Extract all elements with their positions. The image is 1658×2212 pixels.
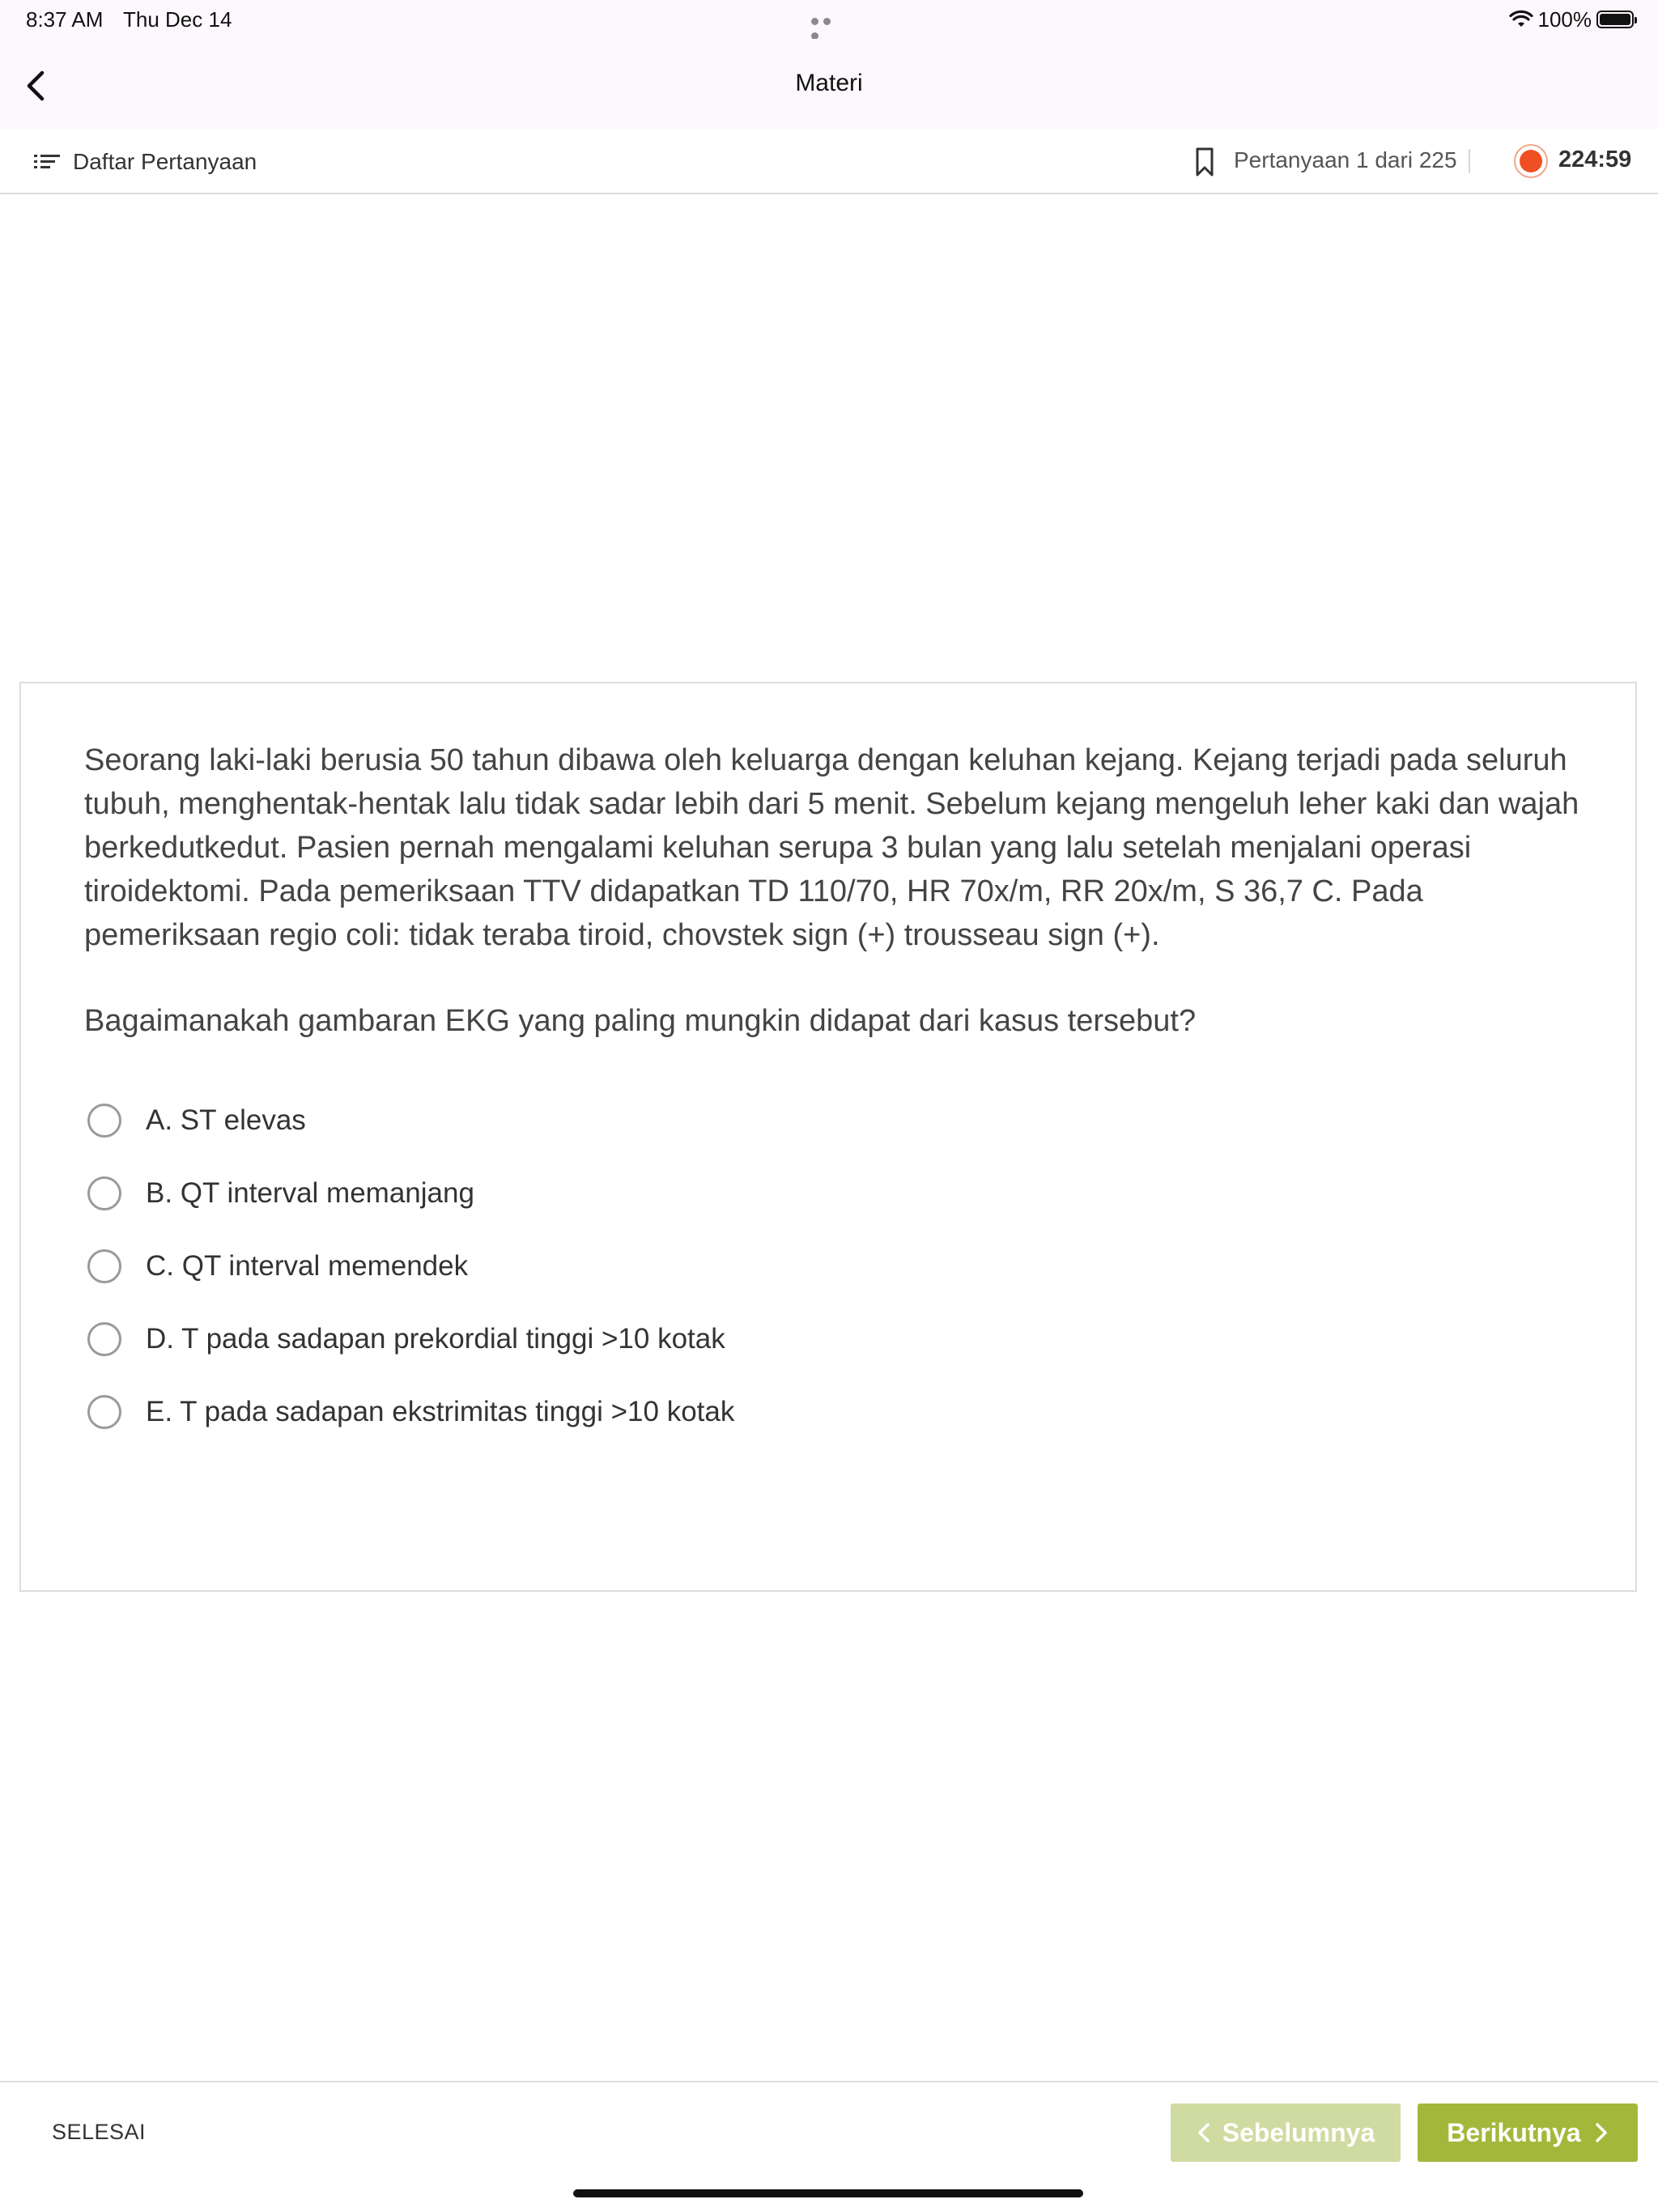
radio-button-a[interactable] [87, 1104, 121, 1138]
question-list-label: Daftar Pertanyaan [73, 149, 257, 174]
answer-option-a[interactable] [87, 1096, 306, 1145]
list-icon [32, 151, 62, 173]
question-toolbar [0, 130, 1658, 194]
nav-header [0, 39, 1658, 130]
option-label: E. T pada sadapan ekstrimitas tinggi >10 kotak [146, 1396, 735, 1427]
question-card [19, 682, 1637, 1592]
status-indicators [1509, 6, 1635, 32]
answer-option-c[interactable] [87, 1242, 468, 1291]
bookmark-button[interactable] [1190, 146, 1219, 178]
radio-button-b[interactable] [87, 1176, 121, 1210]
timer-record-icon [1514, 144, 1548, 178]
toolbar-divider [1469, 149, 1470, 173]
chevron-right-icon [1594, 2121, 1609, 2144]
battery-percent: 100% [1537, 6, 1592, 32]
question-text: Seorang laki-laki berusia 50 tahun dibawa oleh keluarga dengan keluhan kejang. Kejang terjadi pada seluruh tubuh, menghentak-hentak lalu tidak sadar lebih dari 5 menit. Sebelum kejang mengeluh leher kaki dan wajah berkedutkedut. Pasien pernah mengalami keluhan serupa 3 bulan yang lalu setelah menjalani operasi tiroidektomi. Pada pemeriksaan TTV didapatkan TD 110/70, HR 70x/m, RR 20x/m, S 36,7 C. Pada pemeriksaan regio coli: tidak teraba tiroid, chovstek sign (+) trousseau sign (+). [84, 743, 1579, 952]
status-bar [0, 0, 1658, 39]
question-list-button[interactable] [32, 144, 257, 180]
option-label: C. QT interval memendek [146, 1250, 469, 1282]
answer-option-d[interactable] [87, 1315, 725, 1363]
answer-option-b[interactable] [87, 1169, 474, 1218]
next-button-label: Berikutnya [1447, 2117, 1581, 2147]
radio-button-e[interactable] [87, 1395, 121, 1429]
previous-button-label: Sebelumnya [1222, 2117, 1375, 2147]
timer-value: 224:59 [1558, 147, 1632, 172]
previous-button[interactable] [1171, 2104, 1401, 2162]
status-time: 8:37 AM [26, 7, 104, 32]
battery-icon [1596, 11, 1634, 28]
wifi-icon [1509, 10, 1533, 29]
next-button[interactable] [1418, 2104, 1638, 2162]
radio-button-d[interactable] [87, 1322, 121, 1356]
bookmark-icon [1190, 146, 1219, 178]
radio-button-c[interactable] [87, 1249, 121, 1283]
question-prompt: Bagaimanakah gambaran EKG yang paling mungkin didapat dari kasus tersebut? [84, 1004, 1197, 1038]
finish-button[interactable]: SELESAI [52, 2120, 147, 2144]
option-label: B. QT interval memanjang [146, 1177, 474, 1209]
question-counter: Pertanyaan 1 dari 225 [1234, 147, 1457, 172]
answer-option-e[interactable] [87, 1388, 734, 1436]
multitasking-dots-icon[interactable] [811, 15, 847, 23]
home-indicator[interactable] [573, 2189, 1083, 2197]
option-label: A. ST elevas [146, 1104, 306, 1136]
status-date: Thu Dec 14 [123, 7, 232, 32]
page-title: Materi [795, 70, 863, 96]
option-label: D. T pada sadapan prekordial tinggi >10 kotak [146, 1323, 725, 1355]
chevron-left-icon [1197, 2121, 1211, 2144]
